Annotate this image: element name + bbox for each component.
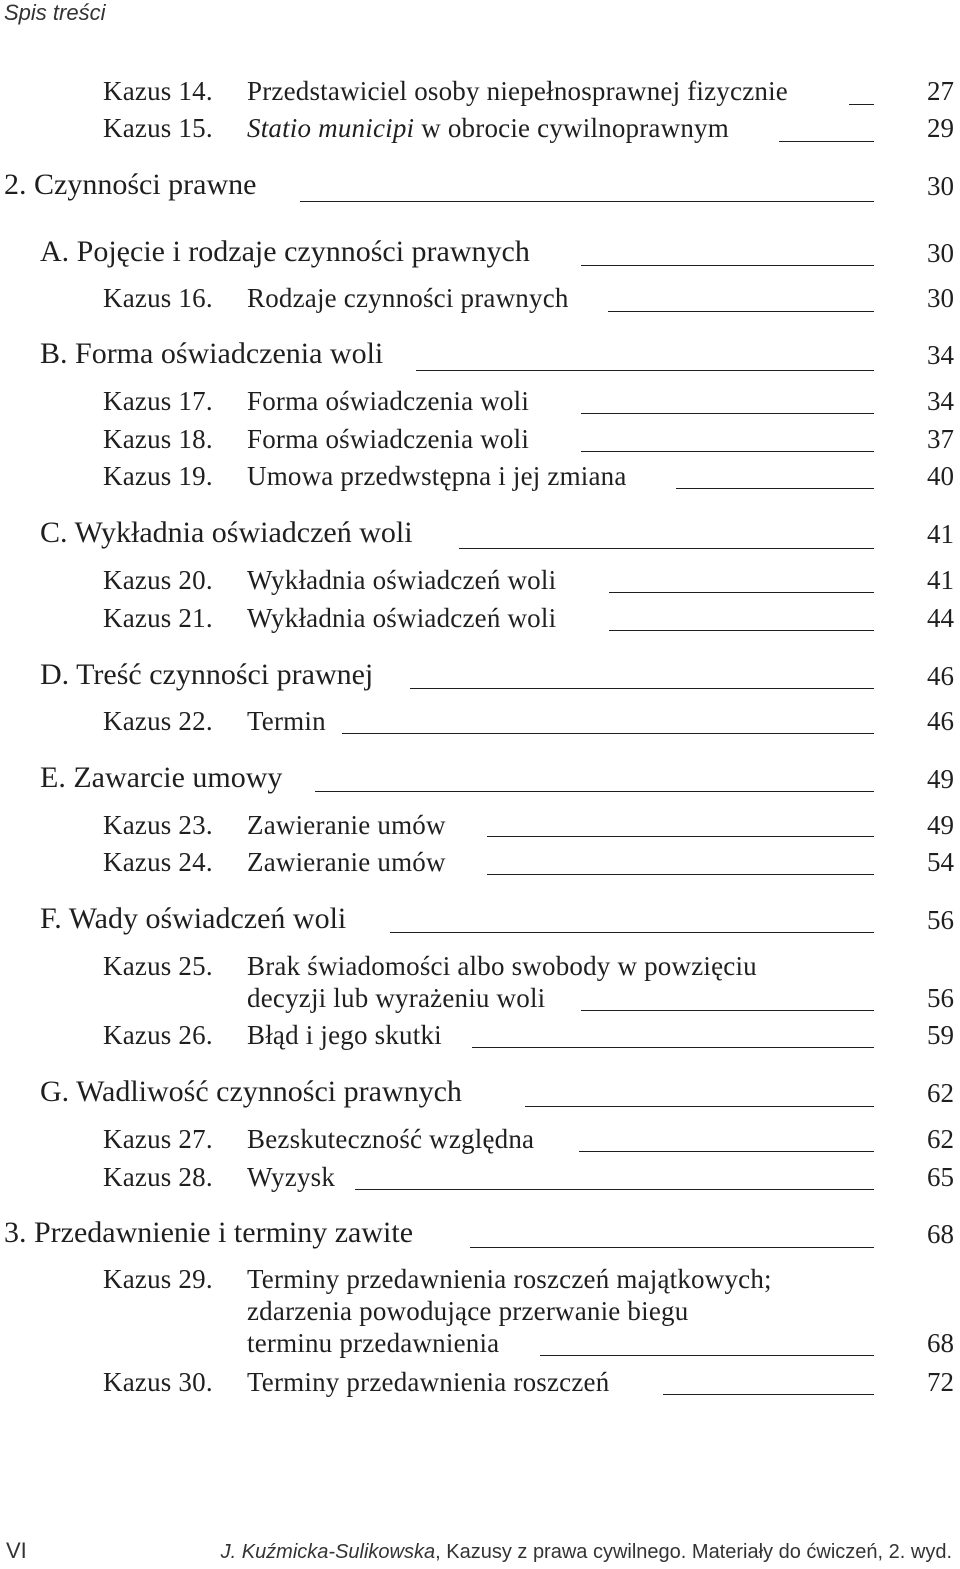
page-number: 62 xyxy=(927,1078,954,1108)
page-number: 30 xyxy=(927,283,954,313)
page-number: 29 xyxy=(927,113,954,143)
section-title: A. Pojęcie i rodzaje czynności prawnych xyxy=(40,235,530,268)
dot-leader xyxy=(609,592,874,593)
case-number: Kazus 14. xyxy=(103,76,213,106)
page-number: 72 xyxy=(927,1367,954,1397)
dot-leader xyxy=(416,370,874,371)
section-title: E. Zawarcie umowy xyxy=(40,761,283,794)
page-number: 34 xyxy=(927,340,954,370)
case-title: Forma oświadczenia woli xyxy=(247,386,530,416)
page-number: 30 xyxy=(927,171,954,201)
case-title-line-2: decyzji lub wyrażeniu woli xyxy=(247,983,546,1013)
dot-leader xyxy=(663,1394,874,1395)
case-number: Kazus 15. xyxy=(103,113,213,143)
dot-leader xyxy=(609,630,874,631)
dot-leader xyxy=(581,1010,874,1011)
section-title: G. Wadliwość czynności prawnych xyxy=(40,1075,462,1108)
dot-leader xyxy=(849,104,874,105)
section-title: F. Wady oświadczeń woli xyxy=(40,902,347,935)
page-number: 68 xyxy=(927,1328,954,1358)
dot-leader xyxy=(525,1106,874,1107)
page-number: 46 xyxy=(927,661,954,691)
section-title: D. Treść czynności prawnej xyxy=(40,658,374,691)
case-title-line-1: Brak świadomości albo swobody w powzięciu xyxy=(247,951,757,981)
page-number: 56 xyxy=(927,905,954,935)
dot-leader xyxy=(487,874,874,875)
dot-leader xyxy=(779,141,874,142)
dot-leader xyxy=(390,932,874,933)
dot-leader xyxy=(470,1247,874,1248)
running-header: Spis treści xyxy=(4,0,106,25)
case-title: Przedstawiciel osoby niepełnosprawnej fizycznie xyxy=(247,76,788,106)
case-title-line-3: terminu przedawnienia xyxy=(247,1328,500,1358)
page-number: 49 xyxy=(927,764,954,794)
case-title-italic: Statio municipi xyxy=(247,113,415,143)
dot-leader xyxy=(472,1047,874,1048)
page-number: 27 xyxy=(927,76,954,106)
dot-leader xyxy=(315,791,874,792)
dot-leader xyxy=(608,311,874,312)
page-number: 68 xyxy=(927,1219,954,1249)
case-number: Kazus 23. xyxy=(103,810,213,840)
chapter-title: 3. Przedawnienie i terminy zawite xyxy=(4,1216,414,1249)
dot-leader xyxy=(581,413,874,414)
case-title: Rodzaje czynności prawnych xyxy=(247,283,569,313)
case-title: Wyzysk xyxy=(247,1162,336,1192)
case-title-rest: w obrocie cywilnoprawnym xyxy=(414,113,729,143)
dot-leader xyxy=(300,201,874,202)
page-number: 34 xyxy=(927,386,954,416)
page-number: 56 xyxy=(927,983,954,1013)
page-number: 59 xyxy=(927,1020,954,1050)
case-title-line-1: Terminy przedawnienia roszczeń majątkowych; xyxy=(247,1264,772,1294)
dot-leader xyxy=(355,1189,874,1190)
case-number: Kazus 30. xyxy=(103,1367,213,1397)
case-number: Kazus 17. xyxy=(103,386,213,416)
dot-leader xyxy=(579,1151,874,1152)
case-number: Kazus 22. xyxy=(103,706,213,736)
dot-leader xyxy=(540,1355,874,1356)
case-number: Kazus 20. xyxy=(103,565,213,595)
case-title: Umowa przedwstępna i jej zmiana xyxy=(247,461,627,491)
footer-author: J. Kuźmicka-Sulikowska xyxy=(220,1541,436,1563)
dot-leader xyxy=(487,836,874,837)
case-number: Kazus 21. xyxy=(103,603,213,633)
page-number: 65 xyxy=(927,1162,954,1192)
case-title xyxy=(247,113,729,144)
case-number: Kazus 19. xyxy=(103,461,213,491)
section-title: C. Wykładnia oświadczeń woli xyxy=(40,516,413,549)
page-number: 49 xyxy=(927,810,954,840)
case-title: Wykładnia oświadczeń woli xyxy=(247,603,557,633)
case-number: Kazus 24. xyxy=(103,847,213,877)
dot-leader xyxy=(459,548,874,549)
case-title: Forma oświadczenia woli xyxy=(247,424,530,454)
case-title: Wykładnia oświadczeń woli xyxy=(247,565,557,595)
case-title: Termin xyxy=(247,706,326,736)
footer-citation xyxy=(221,1541,952,1564)
page-number: 54 xyxy=(927,847,954,877)
case-number: Kazus 28. xyxy=(103,1162,213,1192)
dot-leader xyxy=(581,451,874,452)
case-number: Kazus 18. xyxy=(103,424,213,454)
case-number: Kazus 29. xyxy=(103,1264,213,1294)
page-number: 30 xyxy=(927,238,954,268)
case-number: Kazus 27. xyxy=(103,1124,213,1154)
case-number: Kazus 25. xyxy=(103,951,213,981)
case-title: Błąd i jego skutki xyxy=(247,1020,442,1050)
dot-leader xyxy=(410,688,874,689)
case-title: Zawieranie umów xyxy=(247,847,446,877)
page-number: 62 xyxy=(927,1124,954,1154)
dot-leader xyxy=(676,488,874,489)
dot-leader xyxy=(342,733,874,734)
section-title: B. Forma oświadczenia woli xyxy=(40,337,384,370)
chapter-title: 2. Czynności prawne xyxy=(4,168,257,201)
page-number: 46 xyxy=(927,706,954,736)
case-number: Kazus 16. xyxy=(103,283,213,313)
footer-book-title: , Kazusy z prawa cywilnego. Materiały do ćwiczeń, 2. wyd. xyxy=(435,1541,952,1563)
case-number: Kazus 26. xyxy=(103,1020,213,1050)
page-number: 44 xyxy=(927,603,954,633)
dot-leader xyxy=(581,265,874,266)
case-title: Terminy przedawnienia roszczeń xyxy=(247,1367,610,1397)
page-number: 40 xyxy=(927,461,954,491)
footer-page-number: VI xyxy=(6,1538,27,1563)
page-number: 37 xyxy=(927,424,954,454)
case-title: Bezskuteczność względna xyxy=(247,1124,535,1154)
page-number: 41 xyxy=(927,519,954,549)
case-title-line-2: zdarzenia powodujące przerwanie biegu xyxy=(247,1296,689,1326)
case-title: Zawieranie umów xyxy=(247,810,446,840)
page-number: 41 xyxy=(927,565,954,595)
